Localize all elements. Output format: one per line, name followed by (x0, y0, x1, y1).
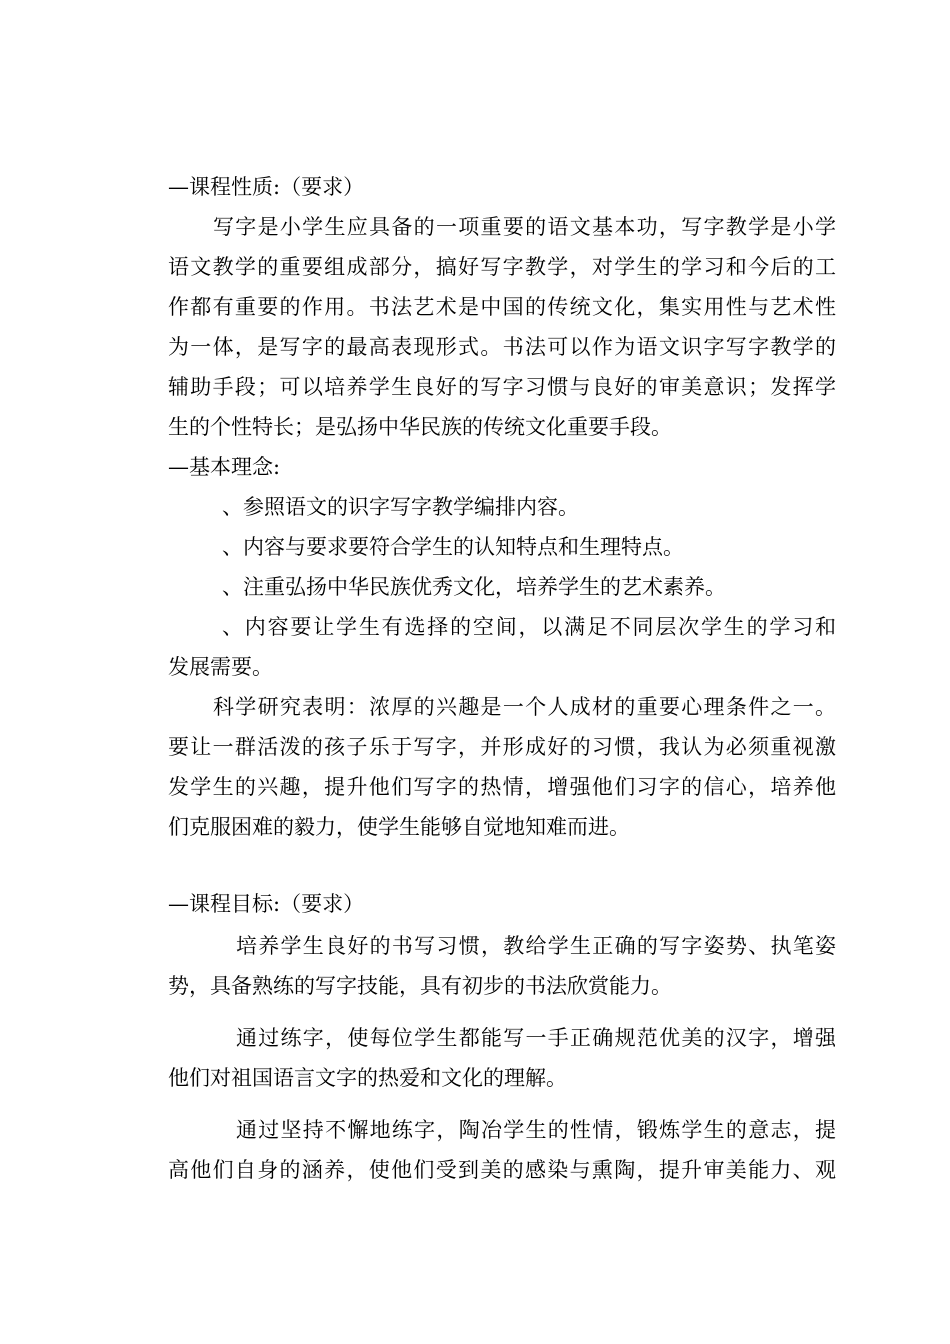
paragraph-line: 写字是小学生应具备的一项重要的语文基本功，写字教学是小学 (213, 215, 836, 239)
paragraph-line: 发学生的兴趣，提升他们写字的热情，增强他们习字的信心，培养他 (168, 775, 836, 799)
section-heading-course-nature: —课程性质:（要求） (168, 175, 365, 199)
section-heading-course-goals: —课程目标:（要求） (168, 892, 365, 916)
paragraph-line: 通过练字，使每位学生都能写一手正确规范优美的汉字，增强 (236, 1026, 836, 1050)
paragraph-line: 们克服困难的毅力，使学生能够自觉地知难而进。 (168, 815, 630, 839)
list-item: 、注重弘扬中华民族优秀文化，培养学生的艺术素养。 (222, 575, 726, 599)
paragraph-line: 科学研究表明：浓厚的兴趣是一个人成材的重要心理条件之一。 (213, 695, 836, 719)
section-heading-basic-concepts: —基本理念: (168, 455, 281, 479)
paragraph-line: 高他们自身的涵养，使他们受到美的感染与熏陶，提升审美能力、观 (168, 1158, 836, 1182)
paragraph-line: 辅助手段；可以培养学生良好的写字习惯与良好的审美意识；发挥学 (168, 375, 836, 399)
list-item: 、内容与要求要符合学生的认知特点和生理特点。 (222, 535, 684, 559)
paragraph-line: 他们对祖国语言文字的热爱和文化的理解。 (168, 1066, 567, 1090)
list-item-continuation: 发展需要。 (168, 655, 273, 679)
paragraph-line: 通过坚持不懈地练字，陶冶学生的性情，锻炼学生的意志，提 (236, 1118, 836, 1142)
paragraph-line: 为一体，是写字的最高表现形式。书法可以作为语文识字写字教学的 (168, 335, 836, 359)
paragraph-line: 语文教学的重要组成部分，搞好写字教学，对学生的学习和今后的工 (168, 255, 836, 279)
paragraph-line: 要让一群活泼的孩子乐于写字，并形成好的习惯，我认为必须重视激 (168, 735, 836, 759)
paragraph-line: 势，具备熟练的写字技能，具有初步的书法欣赏能力。 (168, 974, 672, 998)
paragraph-line: 生的个性特长；是弘扬中华民族的传统文化重要手段。 (168, 415, 672, 439)
list-item: 、内容要让学生有选择的空间，以满足不同层次学生的学习和 (222, 615, 836, 639)
paragraph-line: 作都有重要的作用。书法艺术是中国的传统文化，集实用性与艺术性 (168, 295, 836, 319)
paragraph-line: 培养学生良好的书写习惯，教给学生正确的写字姿势、执笔姿 (236, 934, 836, 958)
list-item: 、参照语文的识字写字教学编排内容。 (222, 495, 579, 519)
